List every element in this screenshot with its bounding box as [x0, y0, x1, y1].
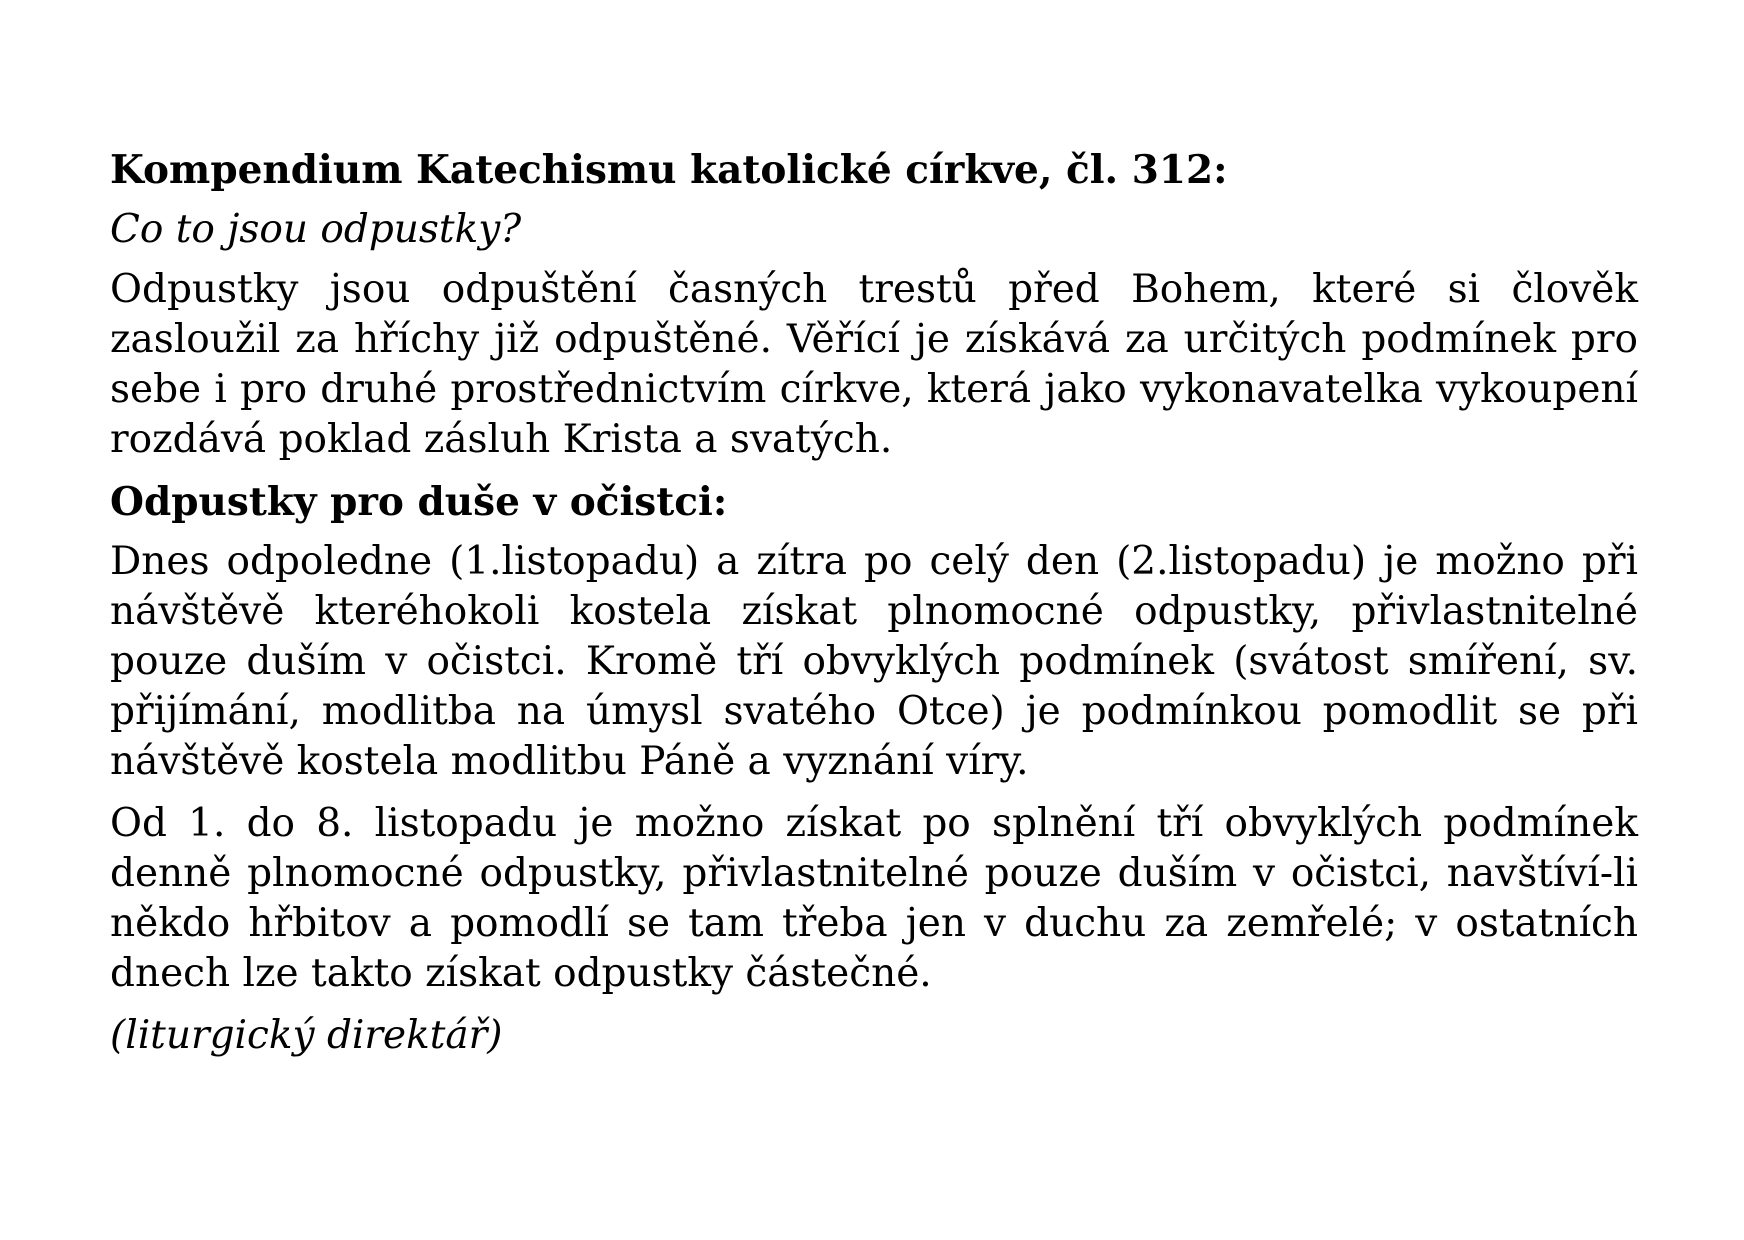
compendium-heading: Kompendium Katechismu katolické církve, čl. 312: [110, 147, 1228, 193]
indulgence-paragraph-1: Dnes odpoledne (1.listopadu) a zítra po celý den (2.listopadu) je možno při návštěvě kteréhokoli kostela získat plnomocné odpustky, přivlastnitelné pouze duším v očistci. Kromě tří obvyklých podmínek (svátost smíření, sv. přijímání, modlitba na úmysl svatého Otce) je podmínkou pomodlit se při návštěvě kostela modlitbu Páně a vyznání víry. [110, 539, 1638, 784]
answer-paragraph: Odpustky jsou odpuštění časných trestů před Bohem, které si člověk zasloužil za hříchy již odpuštěné. Věřící je získává za určitých podmínek pro sebe i pro druhé prostřednictvím církve, která jako vykonavatelka vykoupení rozdává poklad zásluh Krista a svatých. [110, 267, 1638, 462]
source-note: (liturgický direktář) [110, 1013, 503, 1058]
souls-heading: Odpustky pro duše v očistci: [110, 479, 728, 525]
document-page [110, 145, 1638, 1061]
indulgence-paragraph-2: Od 1. do 8. listopadu je možno získat po splnění tří obvyklých podmínek denně plnomocné odpustky, přivlastnitelné pouze duším v očistci, navštíví-li někdo hřbitov a pomodlí se tam třeba jen v duchu za zemřelé; v ostatních dnech lze takto získat odpustky částečné. [110, 801, 1638, 996]
question-text: Co to jsou odpustky? [110, 207, 522, 252]
